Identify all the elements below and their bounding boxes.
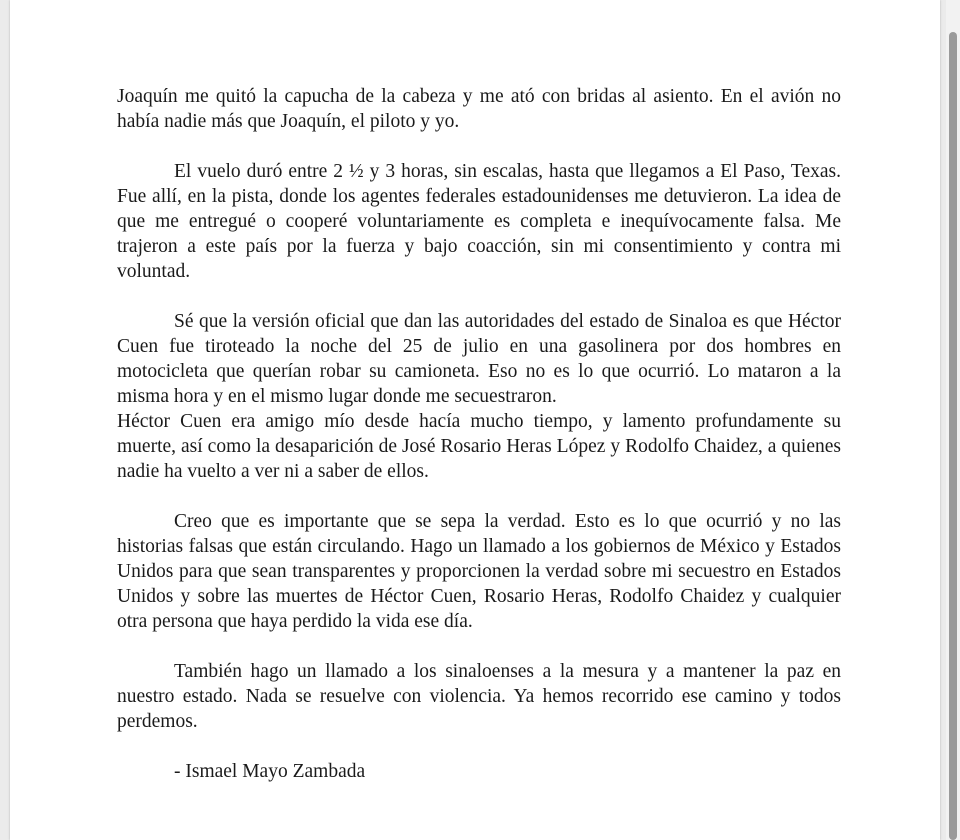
vertical-scrollbar[interactable] [946, 0, 960, 840]
scrollbar-thumb[interactable] [949, 32, 957, 840]
paragraph-3: Sé que la versión oficial que dan las autoridades del estado de Sinaloa es que Héctor Cuen fue tiroteado la noche del 25 de julio en una gasolinera por dos hombres en motocicleta que querían robar su camioneta. Eso no es lo que ocurrió. Lo mataron a la misma hora y en el mismo lugar donde me secuestraron. [117, 311, 841, 407]
signature: - Ismael Mayo Zambada [174, 761, 366, 782]
paragraph-2: El vuelo duró entre 2 ½ y 3 horas, sin escalas, hasta que llegamos a El Paso, Texas. Fue allí, en la pista, donde los agentes federales estadounidenses me detuvieron. La idea de que me entregué o cooperé voluntariamente es completa e inequívocamente falsa. Me trajeron a este país por la fuerza y bajo coacción, sin mi consentimiento y contra mi voluntad. [117, 161, 841, 282]
paragraph-4: Héctor Cuen era amigo mío desde hacía mucho tiempo, y lamento profundamente su muerte, así como la desaparición de José Rosario Heras López y Rodolfo Chaidez, a quienes nadie ha vuelto a ver ni a saber de ellos. [117, 411, 841, 482]
paragraph-1: Joaquín me quitó la capucha de la cabeza y me ató con bridas al asiento. En el avión no había nadie más que Joaquín, el piloto y yo. [117, 86, 841, 132]
paragraph-6: También hago un llamado a los sinaloenses a la mesura y a mantener la paz en nuestro estado. Nada se resuelve con violencia. Ya hemos recorrido ese camino y todos perdemos. [117, 661, 841, 732]
document-body [117, 84, 841, 784]
document-page [10, 0, 940, 840]
paragraph-5: Creo que es importante que se sepa la verdad. Esto es lo que ocurrió y no las historias falsas que están circulando. Hago un llamado a los gobiernos de México y Estados Unidos para que sean transparentes y proporcionen la verdad sobre mi secuestro en Estados Unidos y sobre las muertes de Héctor Cuen, Rosario Heras, Rodolfo Chaidez y cualquier otra persona que haya perdido la vida ese día. [117, 511, 841, 632]
